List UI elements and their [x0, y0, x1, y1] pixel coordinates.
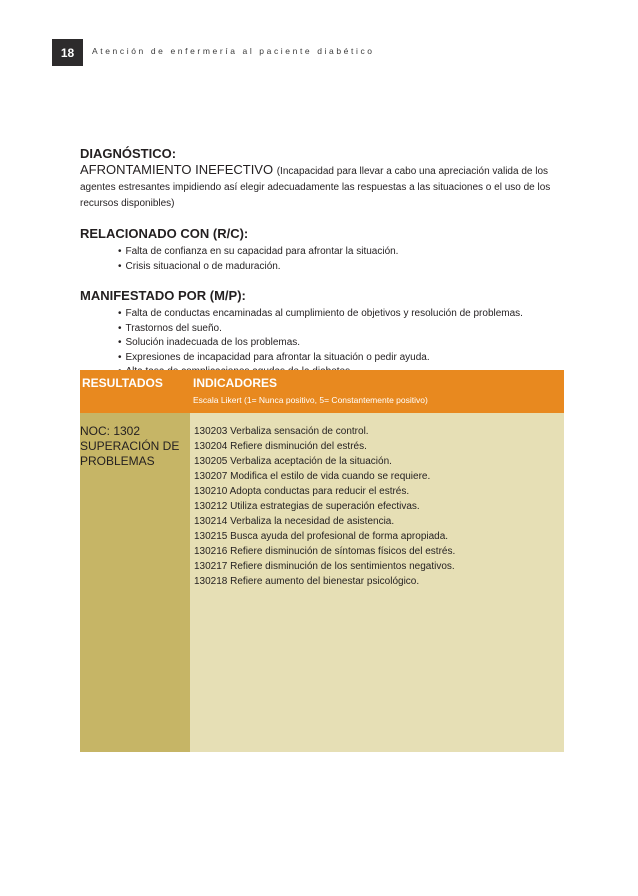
indicator-item: 130214 Verbaliza la necesidad de asistencia.: [194, 516, 395, 527]
noc-outcome: [80, 424, 179, 469]
results-indicators-table: [80, 370, 564, 752]
related-item: • Crisis situacional o de maduración.: [118, 260, 564, 275]
table-header: [80, 370, 564, 413]
indicator-item: 130216 Refiere disminución de síntomas físicos del estrés.: [194, 546, 456, 557]
manifested-item: • Falta de conductas encaminadas al cumplimiento de objetivos y resolución de problemas.: [118, 307, 564, 322]
indicators-header: INDICADORES: [193, 376, 278, 390]
running-title: Atención de enfermería al paciente diabético: [92, 46, 375, 56]
related-list: [118, 245, 564, 274]
manifested-item: • Expresiones de incapacidad para afrontar la situación o pedir ayuda.: [118, 351, 564, 366]
indicator-item: 130210 Adopta conductas para reducir el estrés.: [194, 486, 410, 497]
diagnosis-title: AFRONTAMIENTO INEFECTIVO: [80, 162, 274, 177]
indicator-item: 130218 Refiere aumento del bienestar psicológico.: [194, 576, 420, 587]
diagnosis-description-start: (Incapacidad para llevar a cabo una apreciación valida de los: [276, 166, 549, 177]
page-number: 18: [52, 39, 83, 66]
manifested-item: • Trastornos del sueño.: [118, 322, 564, 337]
manifested-item: • Solución inadecuada de los problemas.: [118, 336, 564, 351]
diagnosis-section: [80, 146, 564, 212]
indicator-item: 130212 Utiliza estrategias de superación efectivas.: [194, 501, 420, 512]
indicator-item: 130203 Verbaliza sensación de control.: [194, 426, 369, 437]
related-section: [80, 226, 564, 274]
diagnosis-description-rest: agentes estresantes impidiendo así elegir adecuadamente las respuestas a las situaciones o el uso de los recursos disponibles): [80, 182, 551, 209]
likert-scale-note: Escala Likert (1= Nunca positivo, 5= Constantemente positivo): [193, 395, 428, 405]
indicator-item: 130215 Busca ayuda del profesional de forma apropiada.: [194, 531, 449, 542]
diagnosis-label: DIAGNÓSTICO:: [80, 146, 177, 161]
diagnosis-title-line: [80, 162, 564, 180]
manifested-label: MANIFESTADO POR (M/P):: [80, 288, 246, 303]
results-column: [80, 413, 190, 752]
noc-line: SUPERACIÓN DE: [80, 439, 180, 453]
indicators-column: [190, 413, 564, 752]
related-item: • Falta de confianza en su capacidad para afrontar la situación.: [118, 245, 564, 260]
indicator-list: [194, 424, 455, 589]
table-body: [80, 413, 564, 752]
indicator-item: 130207 Modifica el estilo de vida cuando se requiere.: [194, 471, 431, 482]
results-header: RESULTADOS: [82, 376, 163, 390]
noc-line: PROBLEMAS: [80, 454, 155, 468]
related-label: RELACIONADO CON (R/C):: [80, 226, 249, 241]
indicator-item: 130217 Refiere disminución de los sentimientos negativos.: [194, 561, 455, 572]
manifested-list: [118, 307, 564, 380]
indicator-item: 130204 Refiere disminución del estrés.: [194, 441, 367, 452]
indicator-item: 130205 Verbaliza aceptación de la situación.: [194, 456, 392, 467]
manifested-section: [80, 288, 564, 380]
care-plan-content: [80, 146, 564, 380]
noc-line: NOC: 1302: [80, 424, 141, 438]
